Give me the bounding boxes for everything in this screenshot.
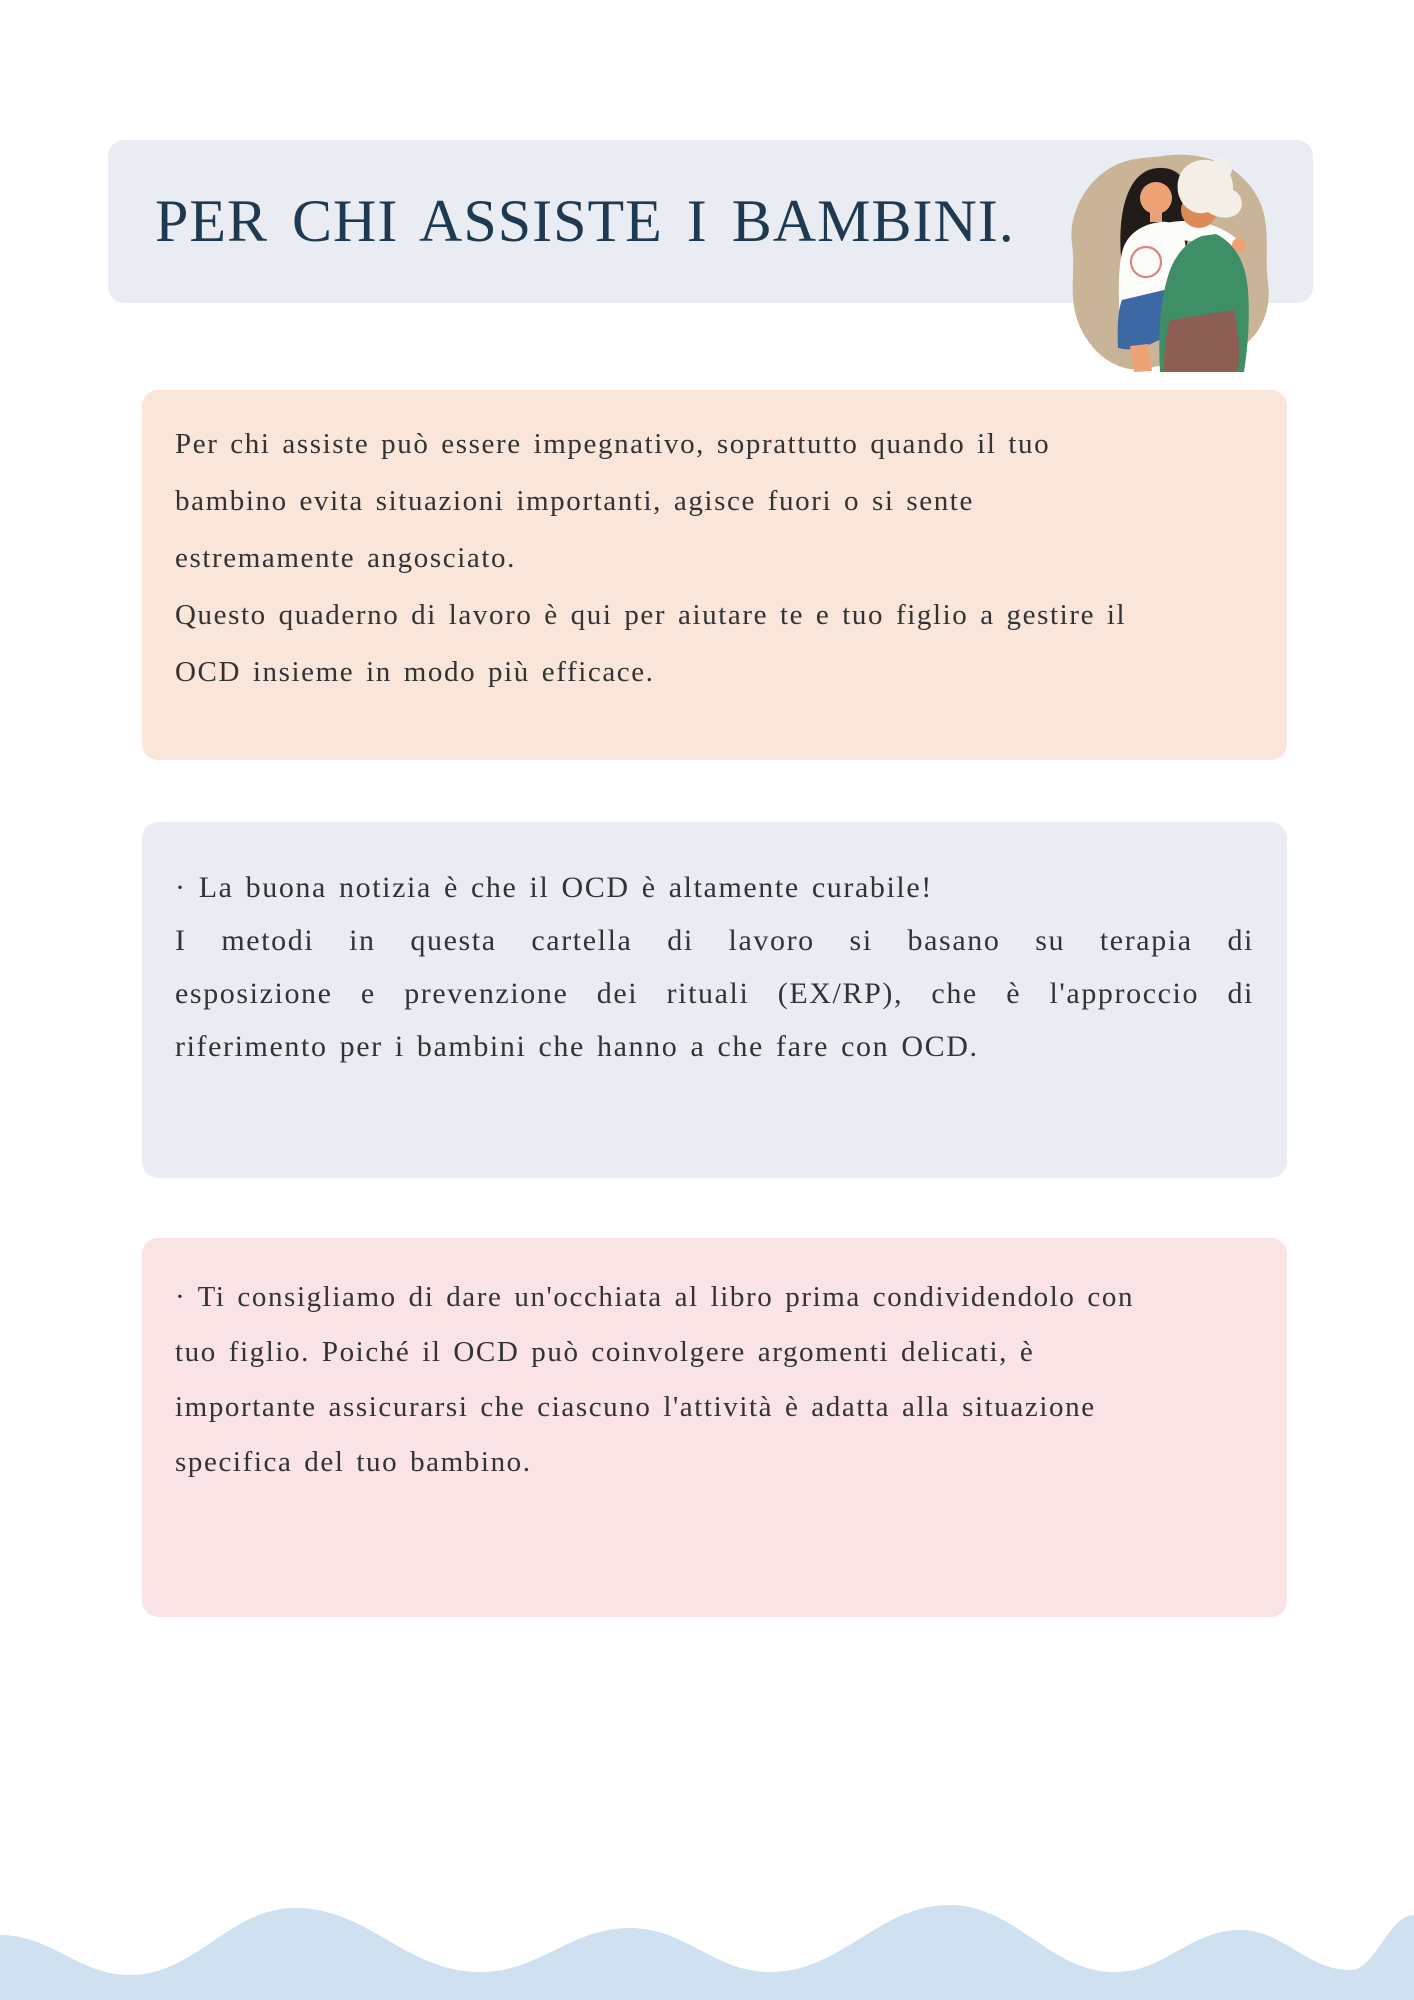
advice-line: importante assicurarsi che ciascuno l'attività è adatta alla situazione xyxy=(175,1391,1096,1423)
good-news-card xyxy=(142,822,1287,1178)
elder-woman-hair-bun xyxy=(1210,158,1232,180)
intro-line: bambino evita situazioni importanti, agisce fuori o si sente xyxy=(175,485,974,517)
intro-line: Questo quaderno di lavoro è qui per aiutare te e tuo figlio a gestire il xyxy=(175,599,1127,631)
bottom-wave-decoration xyxy=(0,1865,1414,2000)
young-woman-neck xyxy=(1150,208,1162,222)
caregivers-illustration xyxy=(1062,150,1274,374)
intro-line: OCD insieme in modo più efficace. xyxy=(175,656,655,688)
good-news-line: riferimento per i bambini che hanno a che fare con OCD. xyxy=(175,1030,979,1063)
good-news-line: · La buona notizia è che il OCD è altamente curabile! xyxy=(175,871,933,904)
intro-line: Per chi assiste può essere impegnativo, soprattutto quando il tuo xyxy=(175,428,1051,460)
elder-woman-skirt xyxy=(1164,310,1239,372)
intro-card xyxy=(142,390,1287,760)
good-news-line: I metodi in questa cartella di lavoro si basano su terapia di xyxy=(175,924,1254,957)
advice-line: specifica del tuo bambino. xyxy=(175,1446,532,1478)
advice-card xyxy=(142,1238,1287,1617)
page-title: PER CHI ASSISTE I BAMBINI. xyxy=(155,188,1015,254)
advice-line: tuo figlio. Poiché il OCD può coinvolgere argomenti delicati, è xyxy=(175,1336,1035,1368)
intro-line: estremamente angosciato. xyxy=(175,542,516,574)
advice-line: · Ti consigliamo di dare un'occhiata al libro prima condividendolo con xyxy=(175,1281,1135,1313)
good-news-line: esposizione e prevenzione dei rituali (EX/RP), che è l'approccio di xyxy=(175,977,1254,1010)
